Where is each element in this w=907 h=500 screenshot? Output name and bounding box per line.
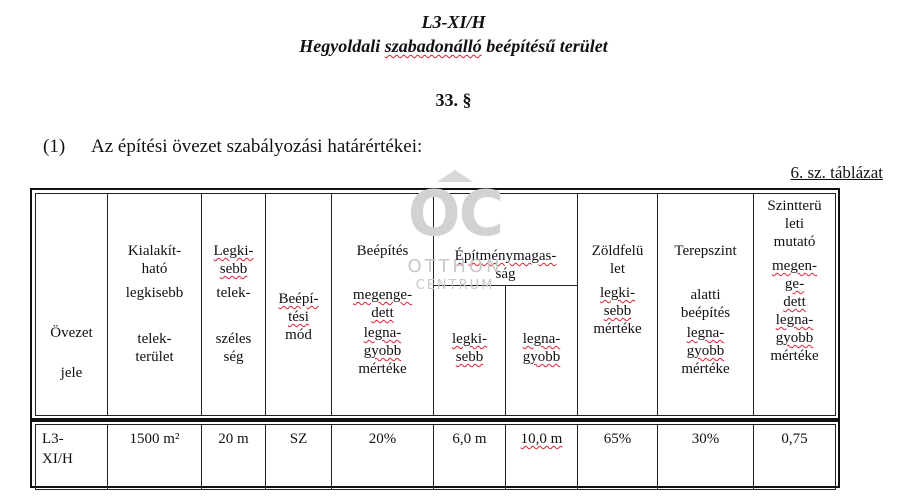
cell-far: 0,75 <box>754 425 836 490</box>
watermark-line2: CENTRUM <box>415 278 495 293</box>
zone-code-title: L3-XI/H <box>421 12 486 32</box>
lead-number: (1) <box>43 136 66 157</box>
cell-green: 65% <box>578 425 658 490</box>
zone-subtitle <box>0 36 907 57</box>
subtitle-part-3: beépítésű terület <box>481 36 608 56</box>
paragraph-number: 33. § <box>435 90 472 110</box>
cell-coverage: 20% <box>332 425 434 490</box>
subtitle-part-2: szabadonálló <box>384 36 482 56</box>
watermark-line1: OTTHON <box>407 256 503 277</box>
col-height-max-header: legna- gyobb <box>506 286 578 416</box>
col-far-header: Szintterü leti mutató megen- ge- dett legna- gyobb mértéke <box>754 194 836 416</box>
cell-plot-area: 1500 m² <box>108 425 202 490</box>
cell-underground: 30% <box>658 425 754 490</box>
cell-height-min: 6,0 m <box>434 425 506 490</box>
cell-height-max: 10,0 m <box>506 425 578 490</box>
watermark-oc: OC <box>407 177 503 250</box>
data-table <box>35 424 836 490</box>
col-green-header: Zöldfelü let legki- sebb mértéke <box>578 194 658 416</box>
cell-mode: SZ <box>266 425 332 490</box>
col-zone-header: Övezet jele <box>36 194 108 416</box>
col-mode-header: Beépí- tési mód <box>266 194 332 416</box>
col-underground-header: Terepszint alatti beépítés legna- gyobb mértéke <box>658 194 754 416</box>
table-row <box>36 425 836 490</box>
lead-sentence <box>43 136 422 158</box>
watermark-roof-icon <box>437 170 473 182</box>
cell-zone: L3- XI/H <box>36 425 108 490</box>
col-width-header: Legki- sebb telek- széles ség <box>202 194 266 416</box>
col-height-group-header: Építménymagas- ság <box>434 194 578 286</box>
cell-width: 20 m <box>202 425 266 490</box>
subtitle-part-1: Hegyoldali <box>299 36 385 56</box>
header-table <box>35 193 836 416</box>
col-plot-area-header: Kialakít- ható legkisebb telek- terület <box>108 194 202 416</box>
col-height-min-header: legki- sebb <box>434 286 506 416</box>
col-coverage-header: Beépítés megenge- dett legna- gyobb mértéke <box>332 194 434 416</box>
table-reference: 6. sz. táblázat <box>790 163 883 182</box>
lead-text: Az építési övezet szabályozási határértékei: <box>91 136 423 157</box>
